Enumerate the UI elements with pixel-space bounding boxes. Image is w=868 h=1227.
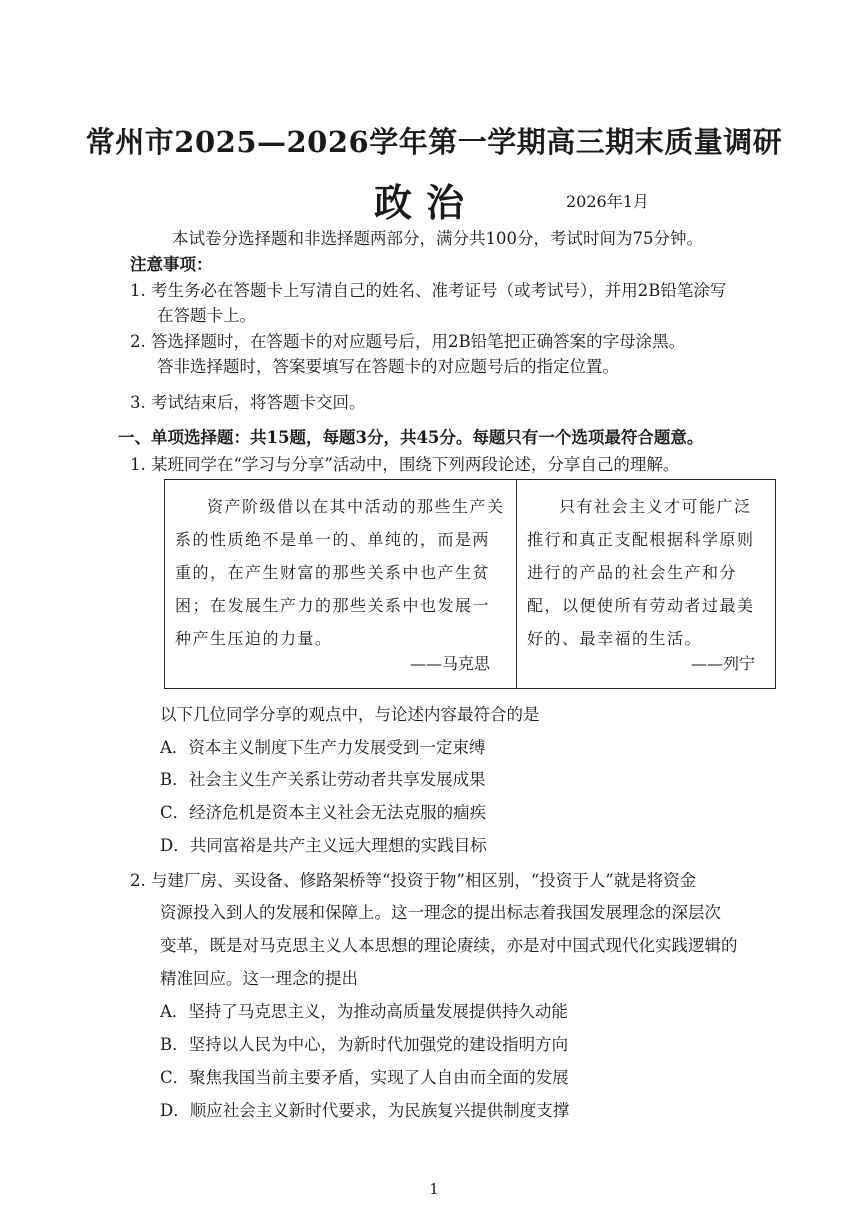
intro-text: 本试卷分选择题和非选择题两部分，满分共100分，考试时间为75分钟。 xyxy=(172,229,703,248)
q2-option-d: D．顺应社会主义新时代要求，为民族复兴提供制度支撑 xyxy=(160,1101,570,1120)
section-heading: 一、单项选择题：共15题，每题3分，共45分。每题只有一个选项最符合题意。 xyxy=(118,428,704,447)
q2-option-c: C．聚焦我国当前主要矛盾，实现了人自由而全面的发展 xyxy=(160,1068,569,1087)
q1-stem: 1. 某班同学在“学习与分享”活动中，围绕下列两段论述，分享自己的理解。 xyxy=(130,455,680,474)
q2-stem-line-4: 精准回应。这一理念的提出 xyxy=(160,969,358,988)
quote-marx xyxy=(175,490,505,655)
page-number: 1 xyxy=(429,1180,439,1198)
q1-option-c: C．经济危机是资本主义社会无法克服的痼疾 xyxy=(160,803,487,822)
q1-option-d: D．共同富裕是共产主义远大理想的实践目标 xyxy=(160,836,487,855)
notice-item-1-cont: 在答题卡上。 xyxy=(157,306,256,325)
quote-box xyxy=(164,479,776,689)
q2-stem-line-1: 2. 与建厂房、买设备、修路架桥等“投资于物”相区别，“投资于人”就是将资金 xyxy=(130,871,697,890)
notice-heading: 注意事项： xyxy=(130,255,213,274)
quote-lenin xyxy=(527,490,767,655)
notice-item-2: 2. 答选择题时，在答题卡的对应题号后，用2B铅笔把正确答案的字母涂黑。 xyxy=(130,332,686,351)
quote-lenin-attribution: ——列宁 xyxy=(691,654,756,673)
subject-title: 政治 xyxy=(374,180,479,225)
q1-option-b: B．社会主义生产关系让劳动者共享发展成果 xyxy=(160,770,486,789)
quote-marx-text: 资产阶级借以在其中活动的那些生产关系的性质绝不是单一的、单纯的，而是两重的，在产生财富的那些关系中也产生贫困；在发展生产力的那些关系中也发展一种产生压迫的力量。 xyxy=(175,497,505,648)
q2-stem-line-2: 资源投入到人的发展和保障上。这一理念的提出标志着我国发展理念的深层次 xyxy=(160,903,721,922)
q2-option-b: B．坚持以人民为中心，为新时代加强党的建设指明方向 xyxy=(160,1035,569,1054)
notice-item-2-cont: 答非选择题时，答案要填写在答题卡的对应题号后的指定位置。 xyxy=(157,357,619,376)
notice-item-3: 3. 考试结束后，将答题卡交回。 xyxy=(130,393,366,412)
notice-item-1: 1. 考生务必在答题卡上写清自己的姓名、准考证号（或考试号），并用2B铅笔涂写 xyxy=(130,281,727,300)
exam-date: 2026年1月 xyxy=(566,192,649,211)
quote-marx-attribution: ——马克思 xyxy=(410,654,491,673)
quote-divider xyxy=(516,480,517,688)
exam-title: 常州市2025—2026学年第一学期高三期末质量调研 xyxy=(85,125,783,159)
q1-option-a: A．资本主义制度下生产力发展受到一定束缚 xyxy=(160,738,486,757)
quote-lenin-text: 只有社会主义才可能广泛推行和真正支配根据科学原则进行的产品的社会生产和分配，以便使所有劳动者过最美好的、最幸福的生活。 xyxy=(527,497,755,648)
q2-option-a: A．坚持了马克思主义，为推动高质量发展提供持久动能 xyxy=(160,1002,568,1021)
q1-question: 以下几位同学分享的观点中，与论述内容最符合的是 xyxy=(160,705,540,724)
q2-stem-line-3: 变革，既是对马克思主义人本思想的理论赓续，亦是对中国式现代化实践逻辑的 xyxy=(160,936,738,955)
